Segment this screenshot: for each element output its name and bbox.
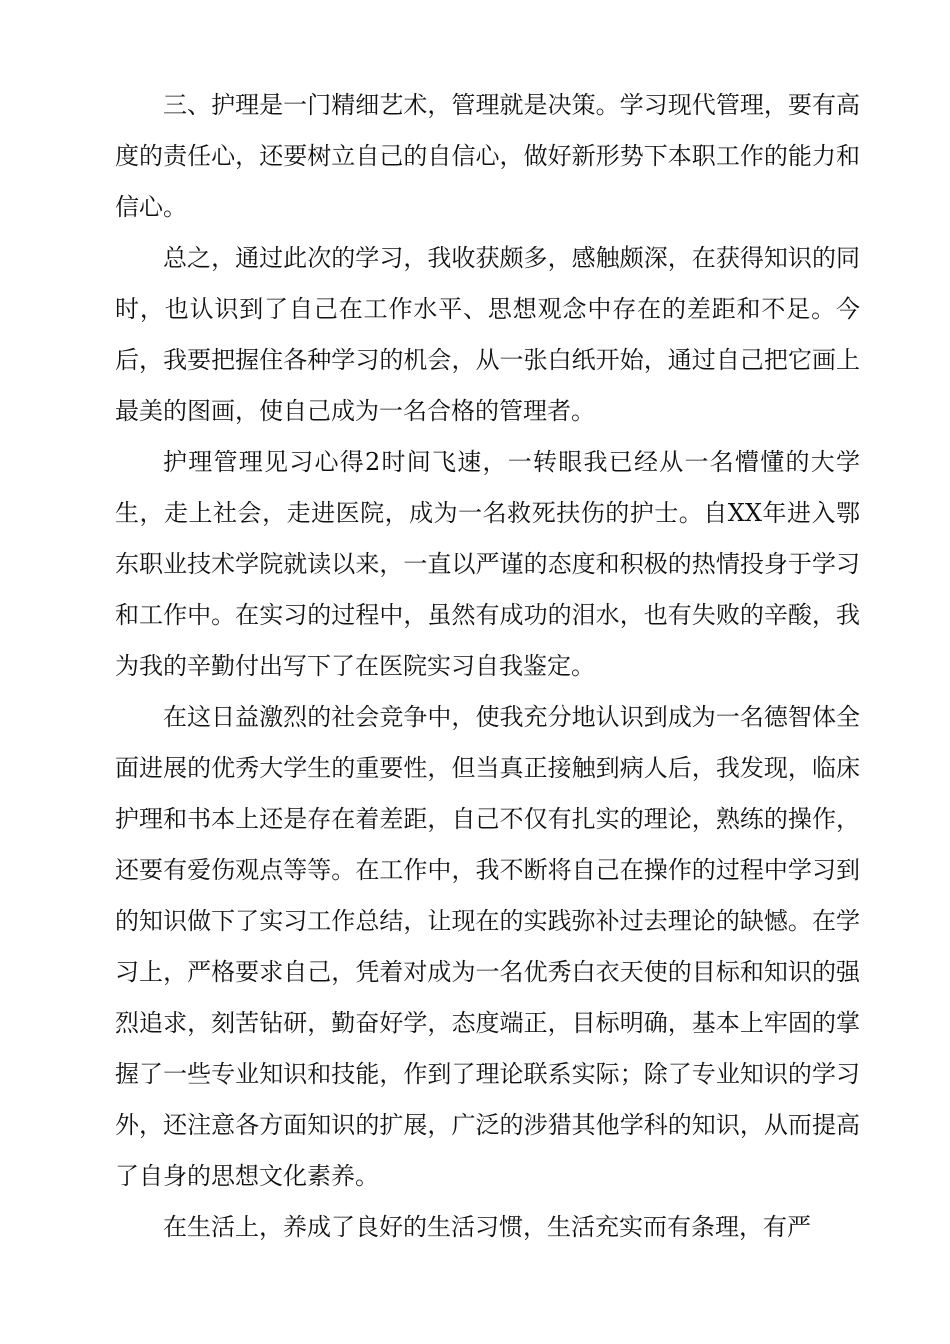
paragraph-1: 三、护理是一门精细艺术，管理就是决策。学习现代管理，要有高度的责任心，还要树立自己的自信心，做好新形势下本职工作的能力和信心。 xyxy=(115,91,860,221)
paragraph-5: 在生活上，养成了良好的生活习惯，生活充实而有条理，有严 xyxy=(163,1213,811,1241)
paragraph-2: 总之，通过此次的学习，我收获颇多，感触颇深，在获得知识的同时，也认识到了自己在工作水平、思想观念中存在的差距和不足。今后，我要把握住各种学习的机会，从一张白纸开始，通过自己把它画上最美的图画，使自己成为一名合格的管理者。 xyxy=(115,244,860,425)
paragraph-3: 护理管理见习心得2时间飞速，一转眼我已经从一名懵懂的大学生，走上社会，走进医院，成为一名救死扶伤的护士。自XX年进入鄂东职业技术学院就读以来，一直以严谨的态度和积极的热情投身于学习和工作中。在实习的过程中，虽然有成功的泪水，也有失败的辛酸，我为我的辛勤付出写下了在医院实习自我鉴定。 xyxy=(115,448,860,680)
paragraph-4: 在这日益激烈的社会竞争中，使我充分地认识到成为一名德智体全面进展的优秀大学生的重要性，但当真正接触到病人后，我发现，临床护理和书本上还是存在着差距，自己不仅有扎实的理论，熟练的操作，还要有爱伤观点等等。在工作中，我不断将自己在操作的过程中学习到的知识做下了实习工作总结，让现在的实践弥补过去理论的缺憾。在学习上，严格要求自己，凭着对成为一名优秀白衣天使的目标和知识的强烈追求，刻苦钻研，勤奋好学，态度端正，目标明确，基本上牢固的掌握了一些专业知识和技能，作到了理论联系实际；除了专业知识的学习外，还注意各方面知识的扩展，广泛的涉猎其他学科的知识，从而提高了自身的思想文化素养。 xyxy=(115,703,860,1190)
